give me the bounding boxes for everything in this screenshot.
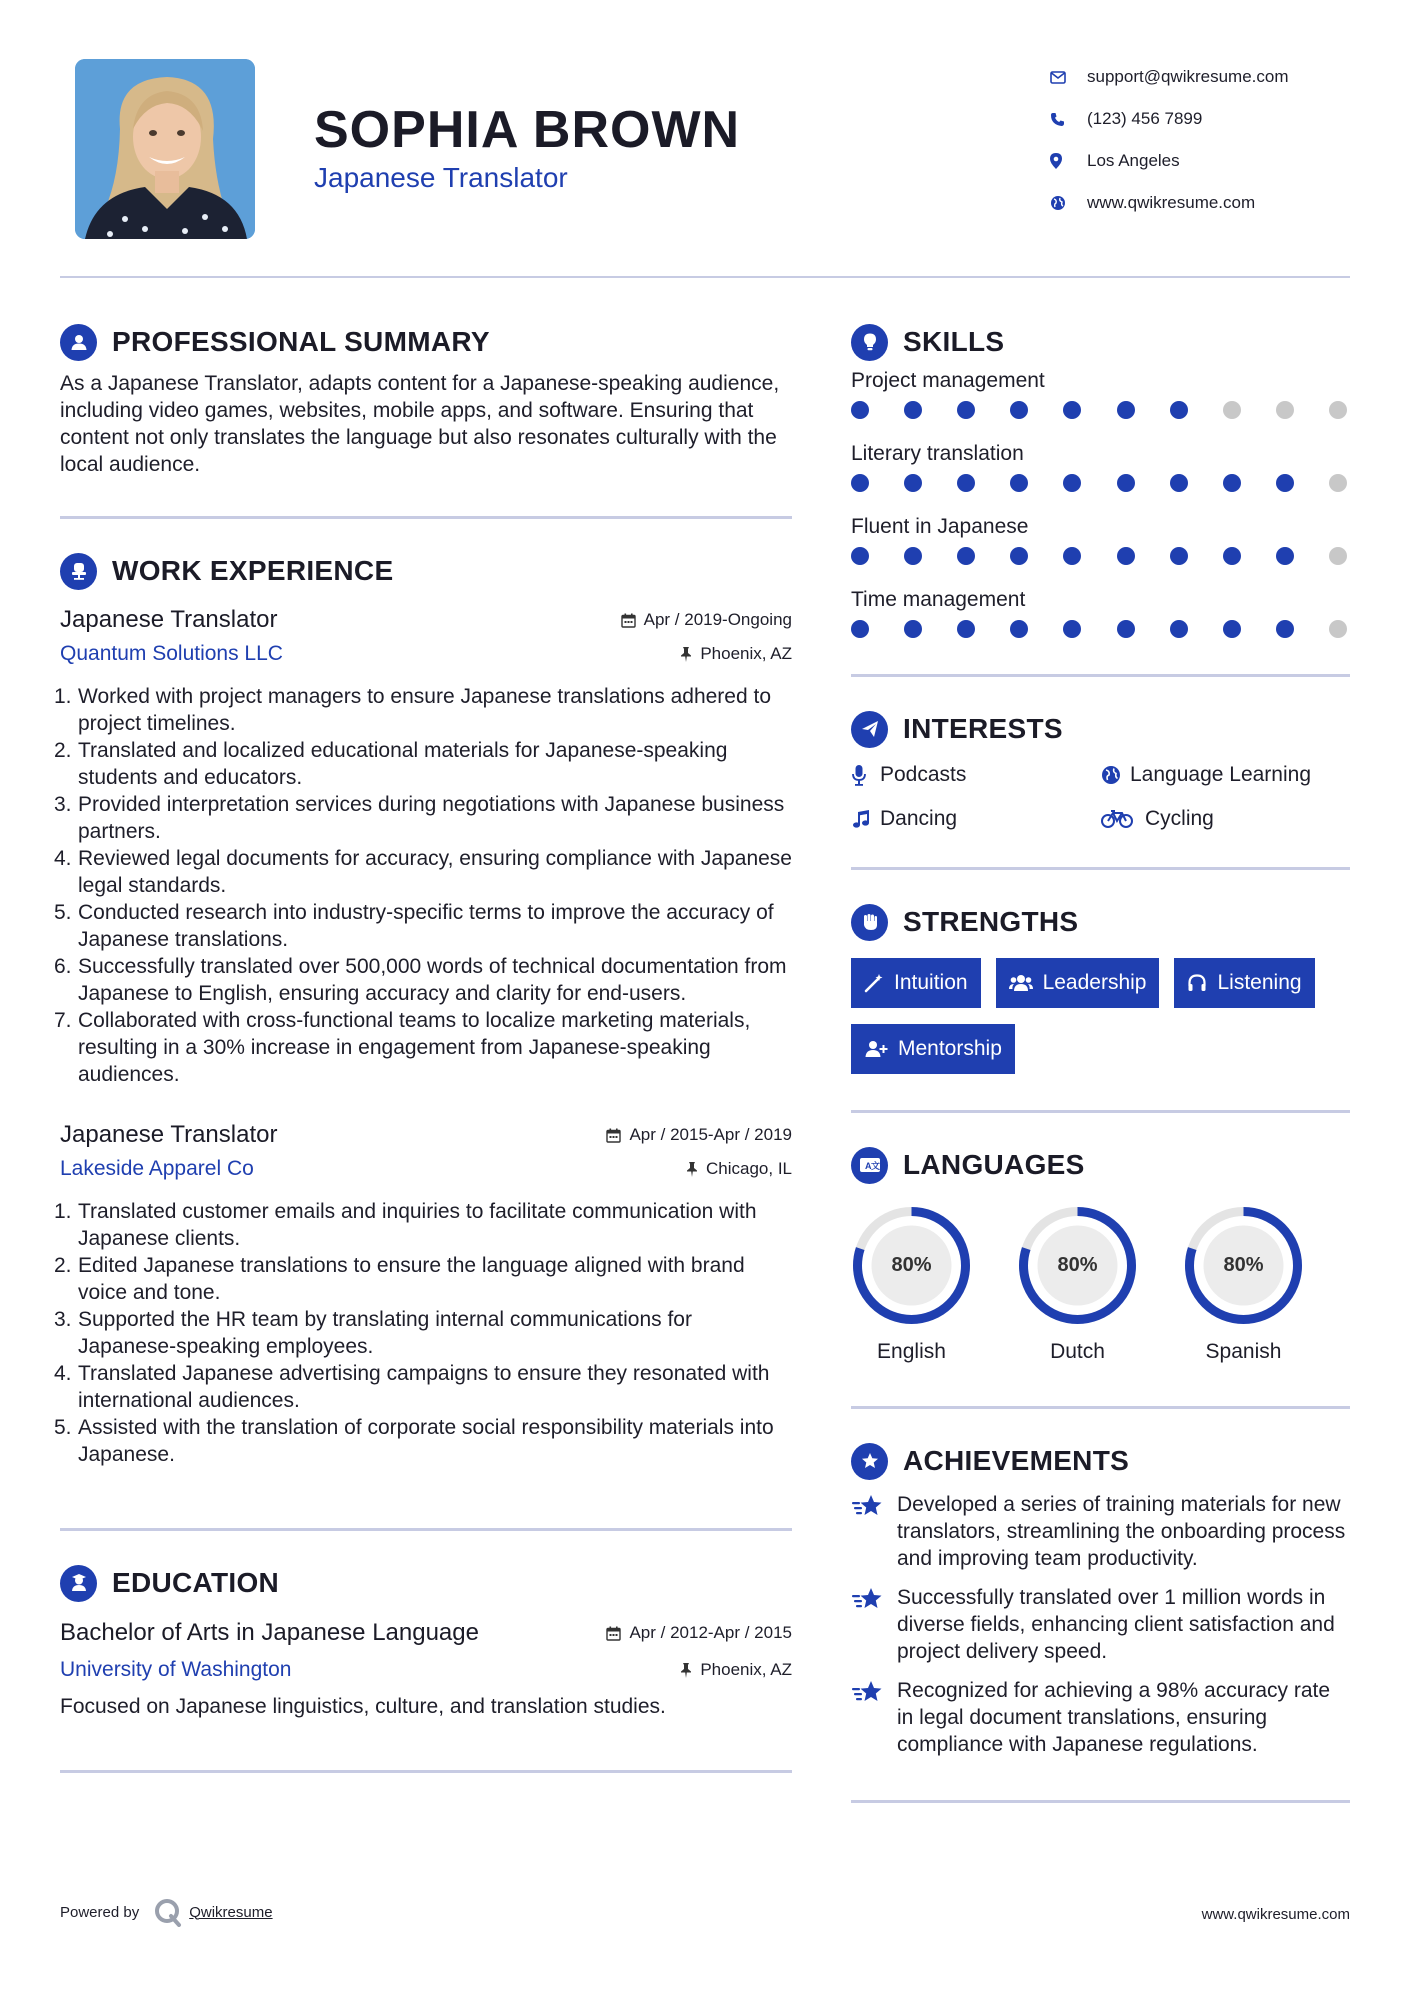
- envelope-icon: [1050, 71, 1087, 84]
- candidate-title: Japanese Translator: [314, 162, 568, 193]
- skill-dot-filled: [1223, 547, 1241, 565]
- achievement-item: Successfully translated over 1 million words in diverse fields, enhancing client satisfaction and project delivery speed.: [851, 1584, 1350, 1665]
- skill-dot-empty: [1329, 474, 1347, 492]
- job-point: 1. Translated customer emails and inquiries to facilitate communication with Japanese clients.: [54, 1200, 757, 1250]
- job-title: Japanese Translator: [60, 606, 278, 633]
- calendar-icon: [606, 1128, 621, 1143]
- experience-heading: WORK EXPERIENCE: [112, 555, 394, 586]
- language-percent: 80%: [1057, 1254, 1098, 1276]
- pushpin-icon: [686, 1162, 698, 1177]
- skill-dot-filled: [1010, 474, 1028, 492]
- interests-list: [851, 761, 1350, 833]
- skill-dot-empty: [1329, 620, 1347, 638]
- job-location-text: Chicago, IL: [706, 1159, 792, 1178]
- skill-dot-filled: [1170, 474, 1188, 492]
- contact-location: [1050, 140, 1350, 182]
- skill-dot-filled: [1063, 474, 1081, 492]
- graduation-icon: [60, 1565, 97, 1602]
- language-item: [851, 1205, 972, 1364]
- phone-icon: [1050, 112, 1087, 127]
- skill-dot-filled: [957, 401, 975, 419]
- magic-wand-icon: [864, 973, 884, 993]
- education-location: [680, 1660, 792, 1680]
- globe-icon: [1101, 765, 1129, 785]
- skills-section: [851, 320, 1350, 658]
- strengths-section: [851, 900, 1350, 1074]
- skill-dot-empty: [1329, 547, 1347, 565]
- experience-section: [54, 549, 792, 1468]
- strength-tag: Intuition: [851, 958, 981, 1008]
- language-item: [1017, 1205, 1138, 1364]
- languages-list: [851, 1205, 1350, 1364]
- skill-rating: [851, 401, 1350, 439]
- education-location-text: Phoenix, AZ: [700, 1660, 792, 1679]
- language-percent: 80%: [891, 1254, 932, 1276]
- skill-item: [851, 439, 1350, 512]
- achievements-header: [851, 1439, 1350, 1483]
- bicycle-icon: [1101, 809, 1144, 829]
- language-icon: [851, 1147, 888, 1184]
- skill-dot-filled: [1117, 620, 1135, 638]
- job-point: 3. Provided interpretation services during negotiations with Japanese business partners.: [54, 793, 785, 843]
- contact-location-text: Los Angeles: [1087, 151, 1180, 170]
- job-entry: [54, 603, 792, 1088]
- contact-block: [1050, 56, 1350, 224]
- skill-dot-empty: [1276, 401, 1294, 419]
- achievements-heading: ACHIEVEMENTS: [903, 1445, 1130, 1476]
- contact-website[interactable]: [1050, 182, 1350, 224]
- job-points: [54, 683, 792, 1088]
- skills-divider: [851, 674, 1350, 677]
- interest-item: [1101, 761, 1351, 789]
- music-note-icon: [851, 809, 879, 829]
- skill-item: [851, 585, 1350, 658]
- job-point: 2. Edited Japanese translations to ensure the language aligned with brand voice and tone.: [54, 1254, 745, 1304]
- interest-label: Cycling: [1145, 807, 1214, 830]
- skill-dot-filled: [1117, 547, 1135, 565]
- footer-website[interactable]: www.qwikresume.com: [1201, 1906, 1350, 1923]
- skill-dot-filled: [957, 547, 975, 565]
- skills-list: [851, 366, 1350, 658]
- skill-dot-filled: [1170, 401, 1188, 419]
- lightbulb-icon: [851, 324, 888, 361]
- pushpin-icon: [680, 647, 692, 662]
- interest-label: Podcasts: [880, 763, 967, 786]
- svg-text:文: 文: [870, 1161, 880, 1171]
- job-point: 7. Collaborated with cross-functional teams to localize marketing materials, resulting in a 30% increase in engagement from Japanese-speaking audiences.: [54, 1009, 751, 1086]
- skill-dot-filled: [904, 401, 922, 419]
- left-column: [54, 320, 792, 1773]
- education-dates: [606, 1623, 792, 1643]
- skill-rating: [851, 547, 1350, 585]
- skill-dot-filled: [1170, 547, 1188, 565]
- language-percent: 80%: [1223, 1254, 1264, 1276]
- language-ring: [1183, 1205, 1304, 1326]
- contact-phone[interactable]: [1050, 98, 1350, 140]
- star-badge-icon: [851, 1443, 888, 1480]
- skill-dot-filled: [957, 620, 975, 638]
- job-point: 4. Reviewed legal documents for accuracy, ensuring compliance with Japanese legal standards.: [54, 847, 792, 897]
- strengths-divider: [851, 1110, 1350, 1113]
- skill-dot-filled: [1010, 620, 1028, 638]
- skill-dot-filled: [904, 474, 922, 492]
- strengths-header: [851, 900, 1350, 944]
- footer-powered-by: [60, 1897, 273, 1927]
- job-point: 6. Successfully translated over 500,000 words of technical documentation from Japanese to English, ensuring accuracy and clarity for end-users.: [54, 955, 787, 1005]
- right-column: [851, 320, 1350, 1803]
- skill-dot-empty: [1329, 401, 1347, 419]
- achievements-divider: [851, 1800, 1350, 1803]
- skill-dot-filled: [957, 474, 975, 492]
- skill-dot-filled: [851, 474, 869, 492]
- skill-dot-filled: [1276, 620, 1294, 638]
- skill-item: [851, 512, 1350, 585]
- skill-dot-filled: [1010, 547, 1028, 565]
- job-dates-text: Apr / 2019-Ongoing: [643, 610, 792, 629]
- interests-heading: INTERESTS: [903, 713, 1063, 744]
- skill-name: Time management: [851, 588, 1026, 611]
- achievement-item: Developed a series of training materials for new translators, streamlining the onboarding process and improving team productivity.: [851, 1491, 1350, 1572]
- skill-dot-filled: [1223, 620, 1241, 638]
- job-points: [54, 1198, 792, 1468]
- fist-icon: [851, 904, 888, 941]
- experience-divider: [60, 1528, 792, 1531]
- achievement-item: Recognized for achieving a 98% accuracy rate in legal document translations, ensuring compliance with Japanese regulations.: [851, 1677, 1350, 1758]
- skill-item: [851, 366, 1350, 439]
- job-company: Quantum Solutions LLC: [60, 642, 283, 665]
- achievements-section: [851, 1439, 1350, 1758]
- strength-tag: Mentorship: [851, 1024, 1015, 1074]
- skill-dot-filled: [904, 547, 922, 565]
- language-ring: [851, 1205, 972, 1326]
- language-item: [1183, 1205, 1304, 1364]
- skill-dot-empty: [1223, 401, 1241, 419]
- strength-tag: Listening: [1174, 958, 1314, 1008]
- interests-header: [851, 707, 1350, 751]
- languages-section: [851, 1143, 1350, 1364]
- skill-dot-filled: [1276, 547, 1294, 565]
- users-icon: [1009, 973, 1033, 993]
- job-point: 5. Conducted research into industry-specific terms to improve the accuracy of Japanese translations.: [54, 901, 774, 951]
- svg-text:A: A: [864, 1161, 871, 1171]
- skills-heading: SKILLS: [903, 326, 1005, 357]
- skills-header: [851, 320, 1350, 364]
- education-header: [60, 1561, 792, 1605]
- skill-dot-filled: [1117, 474, 1135, 492]
- candidate-name: SOPHIA BROWN: [314, 101, 741, 159]
- job-point: 5. Assisted with the translation of corporate social responsibility materials into Japanese.: [54, 1416, 774, 1466]
- job-location-text: Phoenix, AZ: [700, 644, 792, 663]
- experience-header: [60, 549, 792, 593]
- skill-dot-filled: [851, 547, 869, 565]
- contact-website-text: www.qwikresume.com: [1087, 193, 1256, 212]
- contact-phone-text: (123) 456 7899: [1087, 109, 1203, 128]
- qwikresume-link[interactable]: Qwikresume: [189, 1903, 273, 1921]
- strength-tag: Leadership: [996, 958, 1160, 1008]
- job-entry: [54, 1118, 792, 1468]
- skill-rating: [851, 474, 1350, 512]
- job-point: 3. Supported the HR team by translating internal communications for Japanese-speaking employees.: [54, 1308, 692, 1358]
- contact-email-text: support@qwikresume.com: [1087, 67, 1289, 86]
- languages-divider: [851, 1406, 1350, 1409]
- interests-divider: [851, 867, 1350, 870]
- skill-dot-filled: [851, 401, 869, 419]
- education-description: Focused on Japanese linguistics, culture, and translation studies.: [60, 1695, 666, 1718]
- skill-dot-filled: [1063, 547, 1081, 565]
- user-icon: [60, 324, 97, 361]
- job-location: [680, 644, 792, 664]
- skill-dot-filled: [1223, 474, 1241, 492]
- languages-header: [851, 1143, 1350, 1187]
- header-divider: [60, 276, 1350, 278]
- summary-text: As a Japanese Translator, adapts content for a Japanese-speaking audience, including video games, websites, mobile apps, and software. Ensuring that content not only translates the language but also resonates culturally with the local audience.: [60, 372, 780, 476]
- shooting-star-icon: [851, 1491, 897, 1572]
- language-ring: [1017, 1205, 1138, 1326]
- education-heading: EDUCATION: [112, 1567, 280, 1598]
- microphone-icon: [851, 764, 879, 786]
- summary-heading: PROFESSIONAL SUMMARY: [112, 326, 490, 357]
- job-dates: [621, 610, 792, 630]
- job-location: [686, 1159, 792, 1179]
- summary-divider: [60, 516, 792, 519]
- job-point: 2. Translated and localized educational materials for Japanese-speaking students and educators.: [54, 739, 728, 789]
- skill-dot-filled: [1276, 474, 1294, 492]
- job-dates: [606, 1125, 792, 1145]
- strengths-list: [851, 958, 1350, 1074]
- language-name: Dutch: [1050, 1340, 1105, 1363]
- education-section: [60, 1561, 792, 1720]
- strengths-heading: STRENGTHS: [903, 906, 1079, 937]
- shooting-star-icon: [851, 1677, 897, 1758]
- pushpin-icon: [680, 1663, 692, 1678]
- skill-dot-filled: [1170, 620, 1188, 638]
- skill-dot-filled: [1063, 401, 1081, 419]
- job-point: 1. Worked with project managers to ensure Japanese translations adhered to project timelines.: [54, 685, 772, 735]
- job-company: Lakeside Apparel Co: [60, 1157, 254, 1180]
- paper-plane-icon: [851, 711, 888, 748]
- job-point: 4. Translated Japanese advertising campaigns to ensure they resonated with international audiences.: [54, 1362, 770, 1412]
- education-divider: [60, 1770, 792, 1773]
- profile-photo: [75, 59, 255, 239]
- skill-dot-filled: [1063, 620, 1081, 638]
- skill-rating: [851, 620, 1350, 658]
- skill-name: Project management: [851, 369, 1045, 392]
- job-dates-text: Apr / 2015-Apr / 2019: [629, 1125, 792, 1144]
- interest-item: [851, 761, 1101, 789]
- language-name: Spanish: [1205, 1340, 1282, 1363]
- contact-email[interactable]: [1050, 56, 1350, 98]
- user-plus-icon: [864, 1039, 888, 1059]
- map-pin-icon: [1050, 153, 1087, 169]
- education-dates-text: Apr / 2012-Apr / 2015: [629, 1623, 792, 1642]
- skill-name: Literary translation: [851, 442, 1024, 465]
- job-title: Japanese Translator: [60, 1121, 278, 1148]
- interest-label: Language Learning: [1130, 763, 1312, 786]
- globe-icon: [1050, 195, 1087, 211]
- skill-dot-filled: [904, 620, 922, 638]
- skill-name: Fluent in Japanese: [851, 515, 1029, 538]
- skill-dot-filled: [1117, 401, 1135, 419]
- languages-heading: LANGUAGES: [903, 1149, 1085, 1180]
- language-name: English: [877, 1340, 946, 1363]
- skill-dot-filled: [1010, 401, 1028, 419]
- interest-item: [1101, 805, 1351, 833]
- powered-by-label: Powered by: [60, 1903, 140, 1921]
- summary-section: [60, 320, 792, 478]
- degree: Bachelor of Arts in Japanese Language: [60, 1619, 479, 1646]
- interest-item: [851, 805, 1101, 833]
- skill-dot-filled: [851, 620, 869, 638]
- calendar-icon: [606, 1626, 621, 1641]
- summary-header: [60, 320, 792, 364]
- interests-section: [851, 707, 1350, 833]
- headphones-icon: [1187, 973, 1207, 993]
- calendar-icon: [621, 613, 636, 628]
- school: University of Washington: [60, 1658, 292, 1681]
- briefcase-chair-icon: [60, 553, 97, 590]
- qwikresume-logo-icon: [153, 1897, 183, 1927]
- shooting-star-icon: [851, 1584, 897, 1665]
- interest-label: Dancing: [880, 807, 958, 830]
